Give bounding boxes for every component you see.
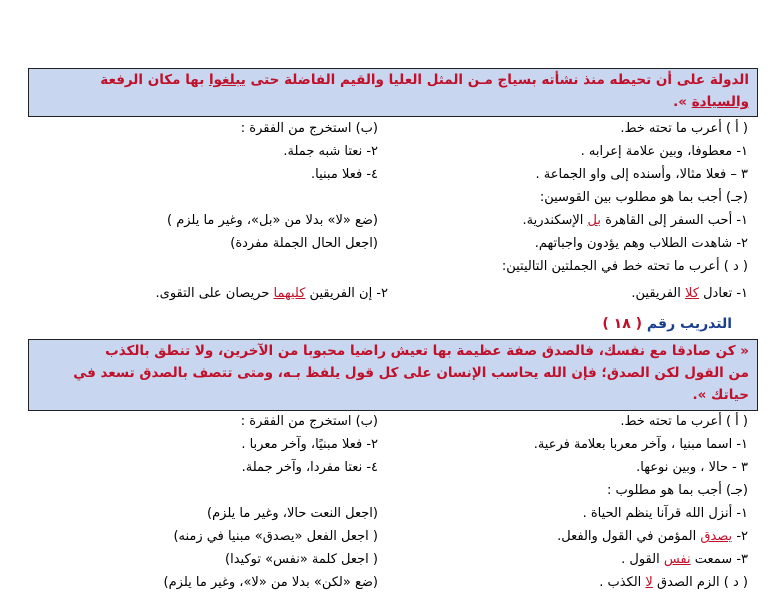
text-segment: ٢- إن الفريقين <box>305 286 388 301</box>
exercise-row <box>28 286 758 308</box>
underlined-word: والسيادة <box>691 94 749 110</box>
exercise-label: التدريب رقم <box>646 316 732 332</box>
text-segment: الدولة على أن تحيطه منذ نشأته بسياج مـن المثل العليا والقيم الفاضلة حتى <box>245 72 749 88</box>
paragraph-2-line-2: من القول لكن الصدق؛ فإن الله يحاسب الإنسان على كل قول يلفظ بـه، ومتى تتصف بالصدق تسعد في <box>73 365 749 381</box>
underlined-word: لا <box>645 575 653 590</box>
underlined-word: يصدق <box>700 529 733 544</box>
question-left: ( اجعل الفعل «يصدق» مبنيا في زمنه) <box>173 529 378 544</box>
underlined-word: كلا <box>685 286 699 301</box>
exercise-row <box>28 213 758 235</box>
question-right <box>631 286 748 301</box>
exercise-row <box>28 552 758 574</box>
exercise-row <box>28 437 758 459</box>
exercise-row <box>28 236 758 258</box>
text-segment: حريصان على التقوى. <box>155 286 274 301</box>
question-right <box>523 213 748 228</box>
exercise-row <box>28 121 758 143</box>
question-left: (ضع «لكن» بدلا من «لا»، وغير ما يلزم) <box>163 575 378 590</box>
question-right <box>599 575 748 590</box>
question-right: (جـ) أجب بما هو مطلوب بين القوسين: <box>539 190 748 205</box>
question-right: ( أ ) أعرب ما تحته خط. <box>620 121 748 136</box>
text-segment: ( د ) الزم الصدق <box>652 575 748 590</box>
exercise-row <box>28 259 758 281</box>
underlined-word: يبلغوا <box>208 72 246 88</box>
exercise-row <box>28 167 758 189</box>
exercise-row <box>28 483 758 505</box>
question-right <box>621 552 748 567</box>
question-right: ٣ – فعلا مثالا، وأسنده إلى واو الجماعة . <box>535 167 748 182</box>
exercise-row <box>28 529 758 551</box>
question-left: (ب) استخرج من الفقرة : <box>240 121 378 136</box>
underlined-word: بل <box>587 213 601 228</box>
highlighted-paragraph-1 <box>28 68 758 117</box>
text-segment: بها مكان الرفعة <box>100 72 209 88</box>
text-segment: الكذب . <box>599 575 646 590</box>
question-right: ( د ) أعرب ما تحته خط في الجملتين التاليتين: <box>501 259 748 274</box>
question-right <box>557 529 748 544</box>
exercise-number: ( ١٨ ) <box>602 316 643 332</box>
text-segment: القول . <box>621 552 664 567</box>
paragraph-1-line-2 <box>37 91 749 113</box>
text-segment: ٢- <box>732 529 748 544</box>
paragraph-1-line-1 <box>37 69 749 91</box>
exercise-row <box>28 414 758 436</box>
question-right: ١- اسما مبنيا ، وآخر معربا بعلامة فرعية. <box>533 437 748 452</box>
question-right: (جـ) أجب بما هو مطلوب : <box>607 483 748 498</box>
question-left: (ب) استخرج من الفقرة : <box>240 414 378 429</box>
text-segment: ١- تعادل <box>698 286 748 301</box>
text-segment: المؤمن في القول والفعل. <box>557 529 701 544</box>
question-left: ( اجعل كلمة «نفس» توكيدا) <box>225 552 378 567</box>
question-left: (اجعل الحال الجملة مفردة) <box>230 236 378 251</box>
underlined-word: نفس <box>663 552 691 567</box>
question-left: ٢- فعلا مبنيًا، وآخر معربا . <box>241 437 378 452</box>
exercise-row <box>28 460 758 482</box>
exercise-row <box>28 575 758 597</box>
exercise-heading <box>602 316 732 332</box>
exercise-row <box>28 190 758 212</box>
question-left: ٤- نعتا مفردا، وآخر جملة. <box>241 460 378 475</box>
highlighted-paragraph-2 <box>28 339 758 411</box>
question-right: ١- أنزل الله قرآنا ينظم الحياة . <box>582 506 748 521</box>
text-segment: الفريقين. <box>631 286 686 301</box>
question-left: (اجعل النعت حالا، وغير ما يلزم) <box>207 506 378 521</box>
paragraph-2-line-3: حياتك ». <box>692 387 749 403</box>
question-left: (ضع «لا» بدلا من «بل»، وغير ما يلزم ) <box>166 213 378 228</box>
underlined-word: كليهما <box>273 286 306 301</box>
text-segment: الإسكندرية. <box>522 213 588 228</box>
exercise-row <box>28 144 758 166</box>
question-right: ( أ ) أعرب ما تحته خط. <box>620 414 748 429</box>
question-right: ٣ - حالا ، وبين نوعها. <box>636 460 748 475</box>
question-left <box>156 286 388 301</box>
question-right: ٢- شاهدت الطلاب وهم يؤدون واجباتهم. <box>534 236 748 251</box>
text-segment: ١- أحب السفر إلى القاهرة <box>600 213 748 228</box>
paragraph-2-line-1: « كن صادقا مع نفسك، فالصدق صفة عظيمة بها تعيش راضيا محبوبا من الآخرين، ولا تنطق بالكذب <box>105 343 749 359</box>
question-left: ٢- نعتا شبه جملة. <box>283 144 378 159</box>
text-segment: ». <box>673 94 692 110</box>
exercise-row <box>28 506 758 528</box>
question-right: ١- معطوفا، وبين علامة إعرابه . <box>580 144 748 159</box>
question-left: ٤- فعلا مبنيا. <box>310 167 378 182</box>
text-segment: ٣- سمعت <box>690 552 748 567</box>
